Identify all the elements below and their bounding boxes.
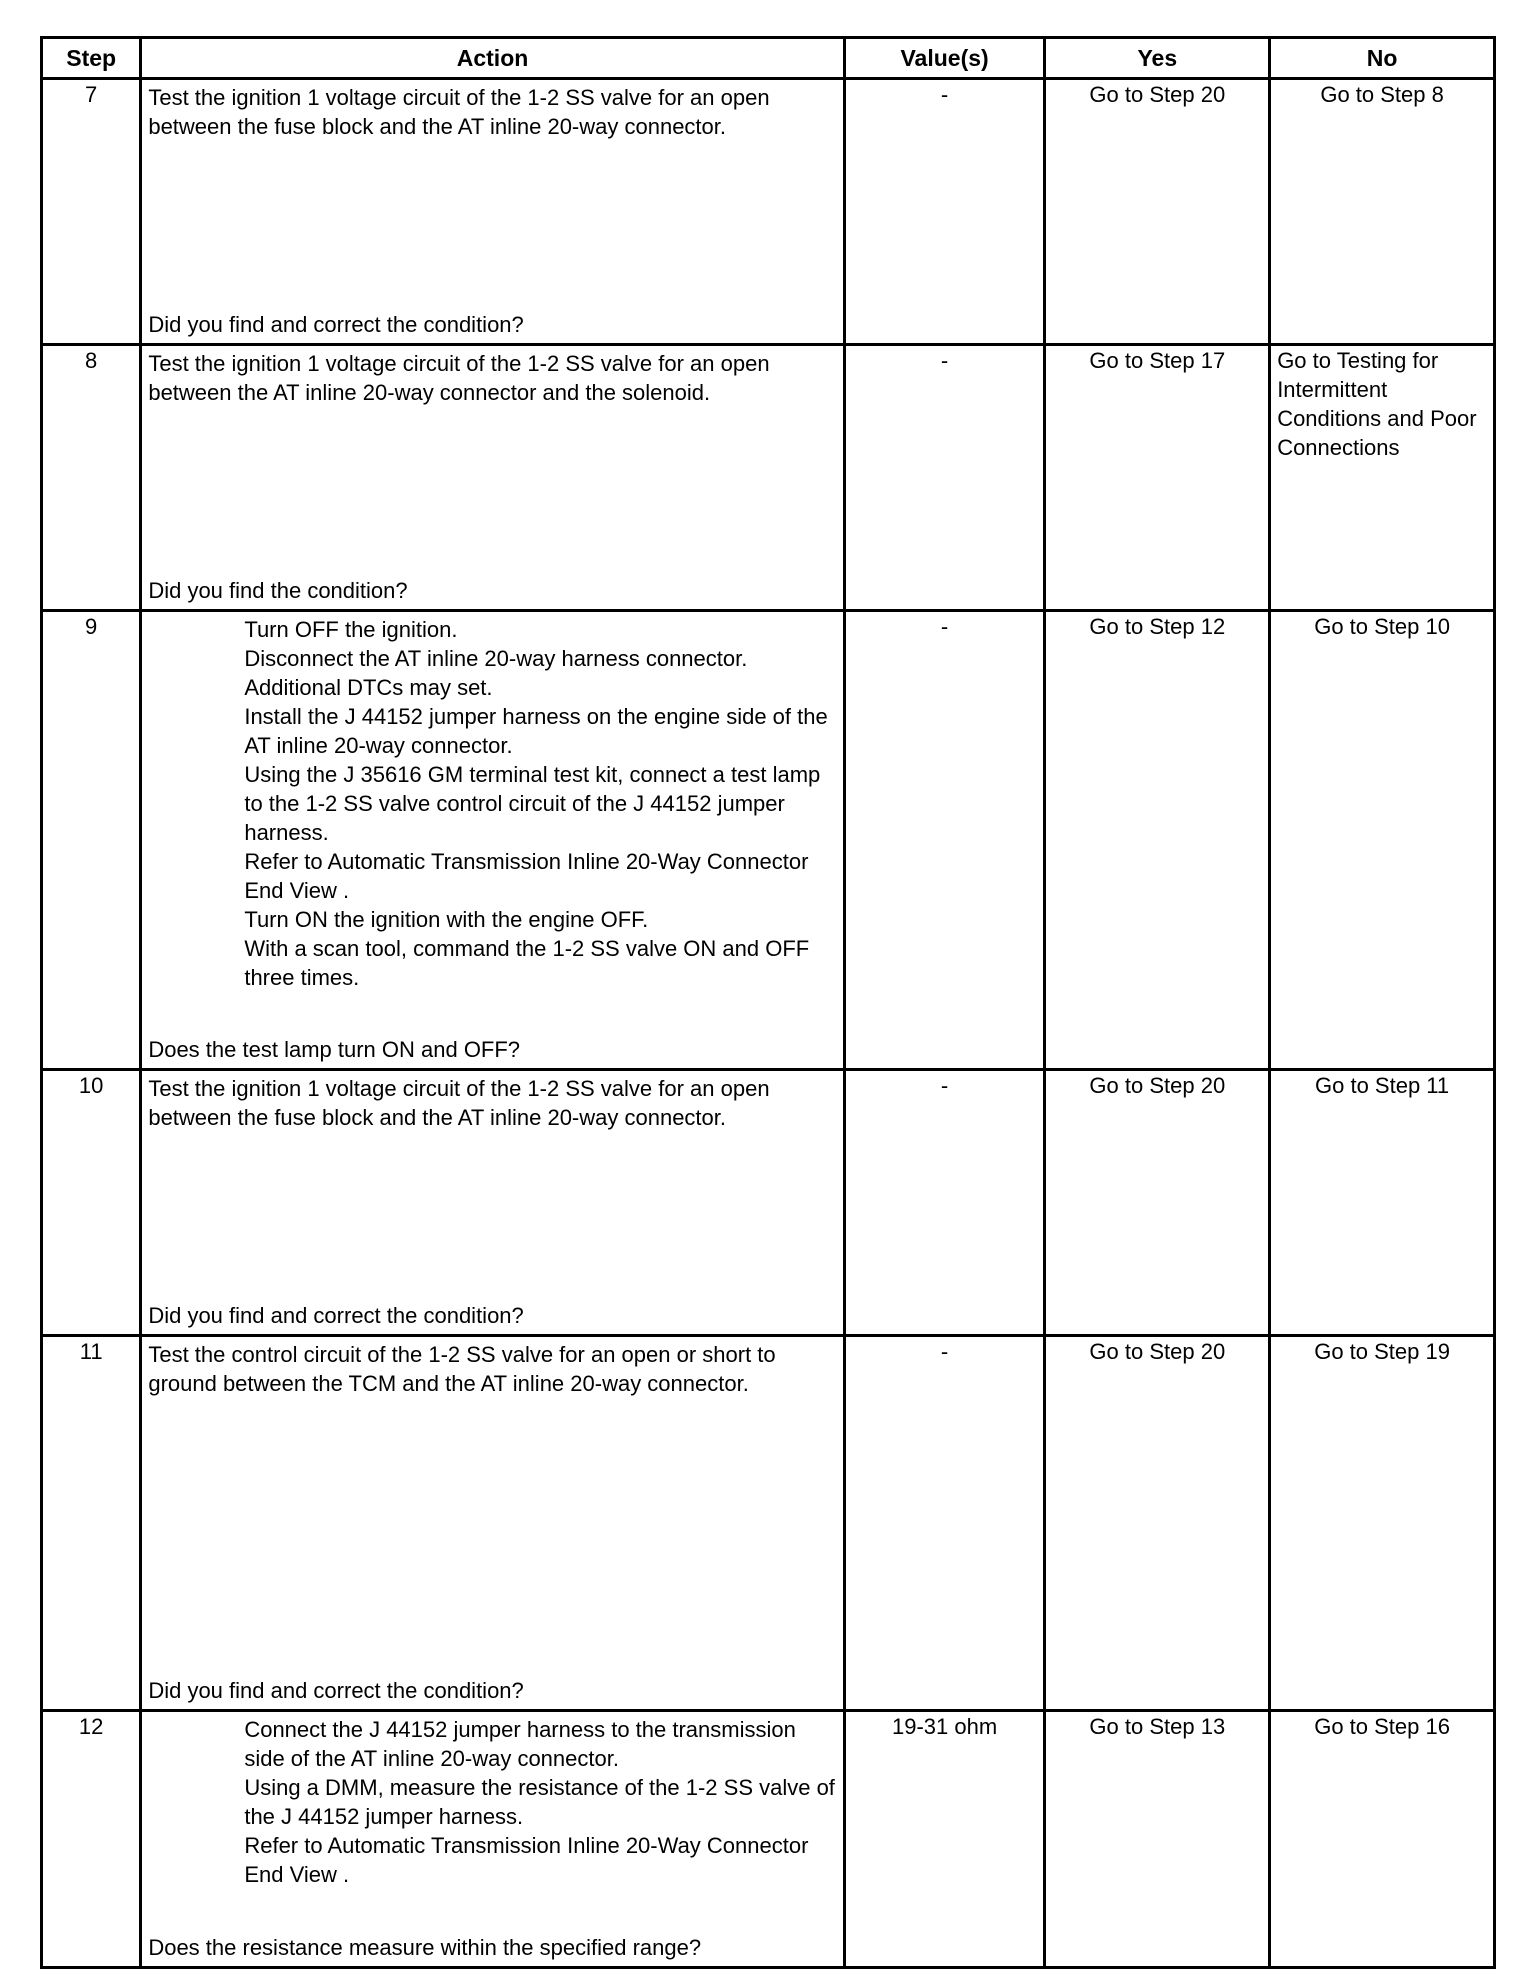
procedure-step: Turn OFF the ignition.	[244, 617, 458, 642]
no-cell: Go to Step 16	[1270, 1711, 1495, 1968]
no-cell: Go to Step 10	[1270, 611, 1495, 1070]
yes-cell: Go to Step 12	[1045, 611, 1270, 1070]
procedure-step: Disconnect the AT inline 20-way harness connector. Additional DTCs may set.	[244, 646, 748, 700]
action-question: Did you find and correct the condition?	[148, 1303, 524, 1328]
header-action: Action	[141, 38, 844, 79]
yes-cell: Go to Step 20	[1045, 1070, 1270, 1336]
action-text: Test the ignition 1 voltage circuit of the 1-2 SS valve for an open between the fuse block and the AT inline 20-way connector.	[148, 1076, 770, 1130]
procedure-steps	[142, 612, 842, 992]
procedure-step: Using a DMM, measure the resistance of the 1-2 SS valve of the J 44152 jumper harness.	[244, 1775, 835, 1829]
action-question: Did you find and correct the condition?	[148, 312, 524, 337]
table-row	[42, 1070, 1495, 1336]
yes-cell: Go to Step 17	[1045, 345, 1270, 611]
table-row	[42, 611, 1495, 1070]
header-step: Step	[42, 38, 141, 79]
procedure-step: Connect the J 44152 jumper harness to the transmission side of the AT inline 20-way connector.	[244, 1717, 796, 1771]
step-number: 7	[42, 79, 141, 345]
table-row	[42, 345, 1495, 611]
action-cell	[141, 611, 844, 1070]
table-row	[42, 1336, 1495, 1711]
value-cell: -	[844, 611, 1045, 1070]
yes-cell: Go to Step 20	[1045, 1336, 1270, 1711]
yes-cell: Go to Step 13	[1045, 1711, 1270, 1968]
action-cell	[141, 79, 844, 345]
action-cell	[141, 1336, 844, 1711]
step-number: 10	[42, 1070, 141, 1336]
procedure-step: Turn ON the ignition with the engine OFF.	[244, 907, 649, 932]
action-cell	[141, 345, 844, 611]
action-cell	[141, 1711, 844, 1968]
yes-cell: Go to Step 20	[1045, 79, 1270, 345]
action-question: Does the test lamp turn ON and OFF?	[148, 1037, 521, 1062]
step-number: 11	[42, 1336, 141, 1711]
procedure-step: Refer to Automatic Transmission Inline 20-Way Connector End View .	[244, 849, 809, 903]
no-cell: Go to Step 11	[1270, 1070, 1495, 1336]
value-cell: -	[844, 1070, 1045, 1336]
action-text: Test the ignition 1 voltage circuit of the 1-2 SS valve for an open between the fuse block and the AT inline 20-way connector.	[148, 85, 770, 139]
action-cell	[141, 1070, 844, 1336]
header-no: No	[1270, 38, 1495, 79]
action-text: Test the control circuit of the 1-2 SS valve for an open or short to ground between the TCM and the AT inline 20-way connector.	[148, 1342, 776, 1396]
value-cell: -	[844, 79, 1045, 345]
value-cell: -	[844, 345, 1045, 611]
diagnostic-table	[40, 36, 1496, 1969]
procedure-step: With a scan tool, command the 1-2 SS valve ON and OFF three times.	[244, 936, 810, 990]
procedure-steps	[142, 1712, 842, 1889]
header-values: Value(s)	[844, 38, 1045, 79]
value-cell: 19-31 ohm	[844, 1711, 1045, 1968]
table-row	[42, 79, 1495, 345]
procedure-step: Refer to Automatic Transmission Inline 20-Way Connector End View .	[244, 1833, 809, 1887]
procedure-step: Install the J 44152 jumper harness on the engine side of the AT inline 20-way connector.	[244, 704, 828, 758]
action-text: Test the ignition 1 voltage circuit of the 1-2 SS valve for an open between the AT inline 20-way connector and the solenoid.	[148, 351, 770, 405]
action-question: Does the resistance measure within the specified range?	[148, 1935, 702, 1960]
step-number: 12	[42, 1711, 141, 1968]
no-cell: Go to Step 19	[1270, 1336, 1495, 1711]
action-question: Did you find the condition?	[148, 578, 408, 603]
procedure-step: Using the J 35616 GM terminal test kit, connect a test lamp to the 1-2 SS valve control circuit of the J 44152 jumper harness.	[244, 762, 821, 845]
value-cell: -	[844, 1336, 1045, 1711]
step-number: 9	[42, 611, 141, 1070]
header-yes: Yes	[1045, 38, 1270, 79]
header-row	[42, 38, 1495, 79]
step-number: 8	[42, 345, 141, 611]
no-cell: Go to Step 8	[1270, 79, 1495, 345]
no-cell: Go to Testing for Intermittent Conditions and Poor Connections	[1270, 345, 1495, 611]
action-question: Did you find and correct the condition?	[148, 1678, 524, 1703]
table-row	[42, 1711, 1495, 1968]
